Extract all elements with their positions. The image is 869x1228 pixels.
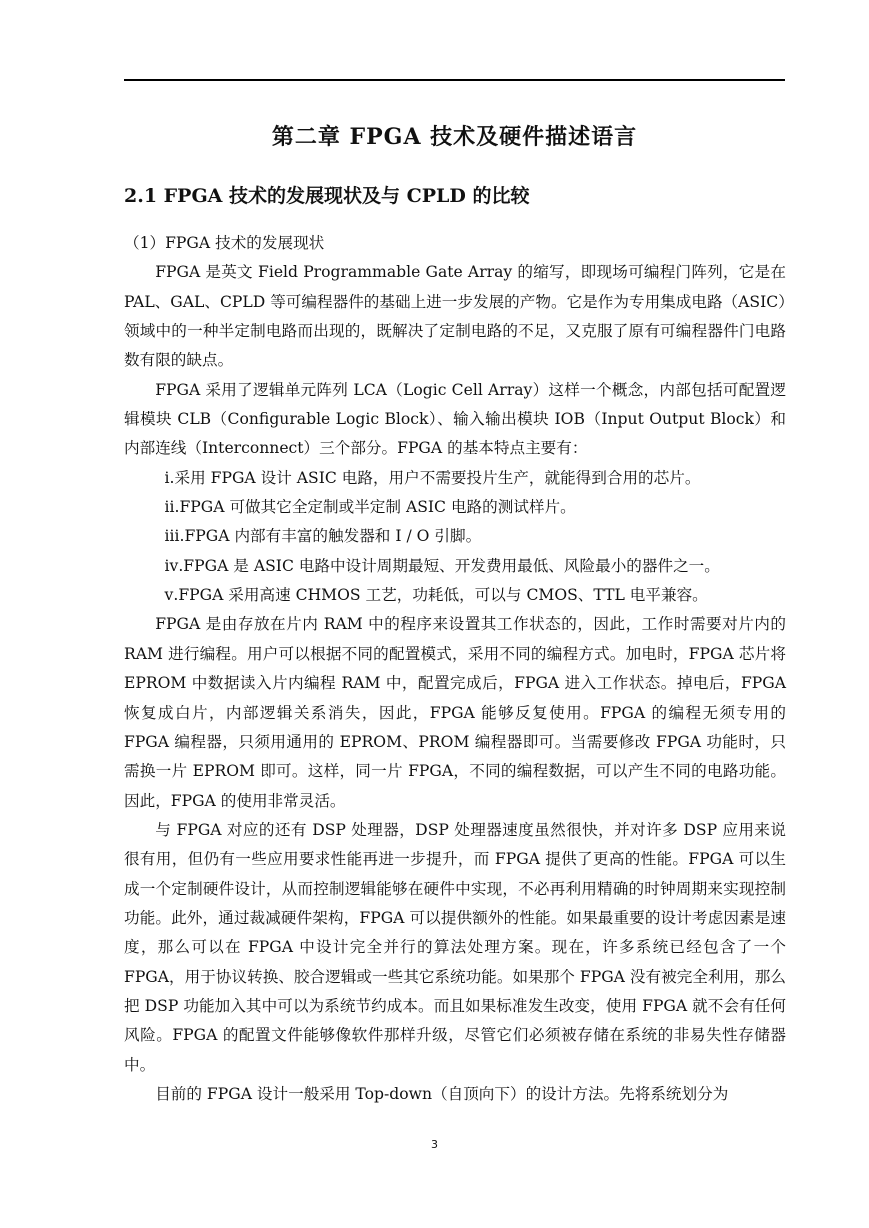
feature-item: ⅱ.FPGA 可做其它全定制或半定制 ASIC 电路的测试样片。 bbox=[164, 498, 576, 517]
paragraph: FPGA 是由存放在片内 RAM 中的程序来设置其工作状态的，因此，工作时需要对片内的 RAM 进行编程。用户可以根据不同的配置模式，采用不同的编程方式。加电时，FPGA 芯片将 EPROM 中数据读入片内编程 RAM 中，配置完成后，FPGA 进入工作状态。掉电后，FPGA 恢复成白片，内部逻辑关系消失，因此，FPGA 能够反复使用。FPGA 的编程无须专用的 FPGA 编程器，只须用通用的 EPROM、PROM 编程器即可。当需要修改 FPGA 功能时，只需换一片 EPROM 即可。这样，同一片 FPGA，不同的编程数据，可以产生不同的电路功能。因此，FPGA 的使用非常灵活。 bbox=[124, 615, 786, 810]
feature-item: ⅰ.采用 FPGA 设计 ASIC 电路，用户不需要投片生产，就能得到合用的芯片。 bbox=[164, 468, 701, 487]
body-text bbox=[124, 229, 786, 1109]
header-rule bbox=[124, 79, 785, 81]
paragraph: FPGA 是英文 Field Programmable Gate Array 的缩写，即现场可编程门阵列，它是在 PAL、GAL、CPLD 等可编程器件的基础上进一步发展的产物。它是作为专用集成电路（ASIC）领域中的一种半定制电路而出现的，既解决了定制电路的不足，又克服了原有可编程器件门电路数有限的缺点。 bbox=[124, 263, 786, 370]
section-title: 2.1 FPGA 技术的发展现状及与 CPLD 的比较 bbox=[124, 185, 530, 207]
page-number: 3 bbox=[431, 1138, 438, 1151]
feature-item: ⅳ.FPGA 是 ASIC 电路中设计周期最短、开发费用最低、风险最小的器件之一。 bbox=[164, 556, 720, 575]
feature-item: ⅴ.FPGA 采用高速 CHMOS 工艺，功耗低，可以与 CMOS、TTL 电平兼容。 bbox=[164, 586, 708, 605]
feature-item: ⅲ.FPGA 内部有丰富的触发器和 I / O 引脚。 bbox=[164, 527, 482, 546]
paragraph: 目前的 FPGA 设计一般采用 Top-down（自顶向下）的设计方法。先将系统划分为 bbox=[155, 1084, 729, 1103]
paragraph: FPGA 采用了逻辑单元阵列 LCA（Logic Cell Array）这样一个概念，内部包括可配置逻辑模块 CLB（Configurable Logic Block）、输入输出模块 IOB（Input Output Block）和内部连线（Interconnect）三个部分。FPGA 的基本特点主要有： bbox=[124, 380, 786, 458]
subheading: （1）FPGA 技术的发展现状 bbox=[124, 234, 325, 252]
paragraph: 与 FPGA 对应的还有 DSP 处理器，DSP 处理器速度虽然很快，并对许多 DSP 应用来说很有用，但仍有一些应用要求性能再进一步提升，而 FPGA 提供了更高的性能。FPGA 可以生成一个定制硬件设计，从而控制逻辑能够在硬件中实现，不必再利用精确的时钟周期来实现控制功能。此外，通过裁减硬件架构，FPGA 可以提供额外的性能。如果最重要的设计考虑因素是速度，那么可以在 FPGA 中设计完全并行的算法处理方案。现在，许多系统已经包含了一个 FPGA，用于协议转换、胶合逻辑或一些其它系统功能。如果那个 FPGA 没有被完全利用，那么把 DSP 功能加入其中可以为系统节约成本。而且如果标准发生改变，使用 FPGA 就不会有任何风险。FPGA 的配置文件能够像软件那样升级，尽管它们必须被存储在系统的非易失性存储器中。 bbox=[124, 820, 786, 1074]
chapter-title: 第二章 FPGA 技术及硬件描述语言 bbox=[271, 124, 638, 150]
